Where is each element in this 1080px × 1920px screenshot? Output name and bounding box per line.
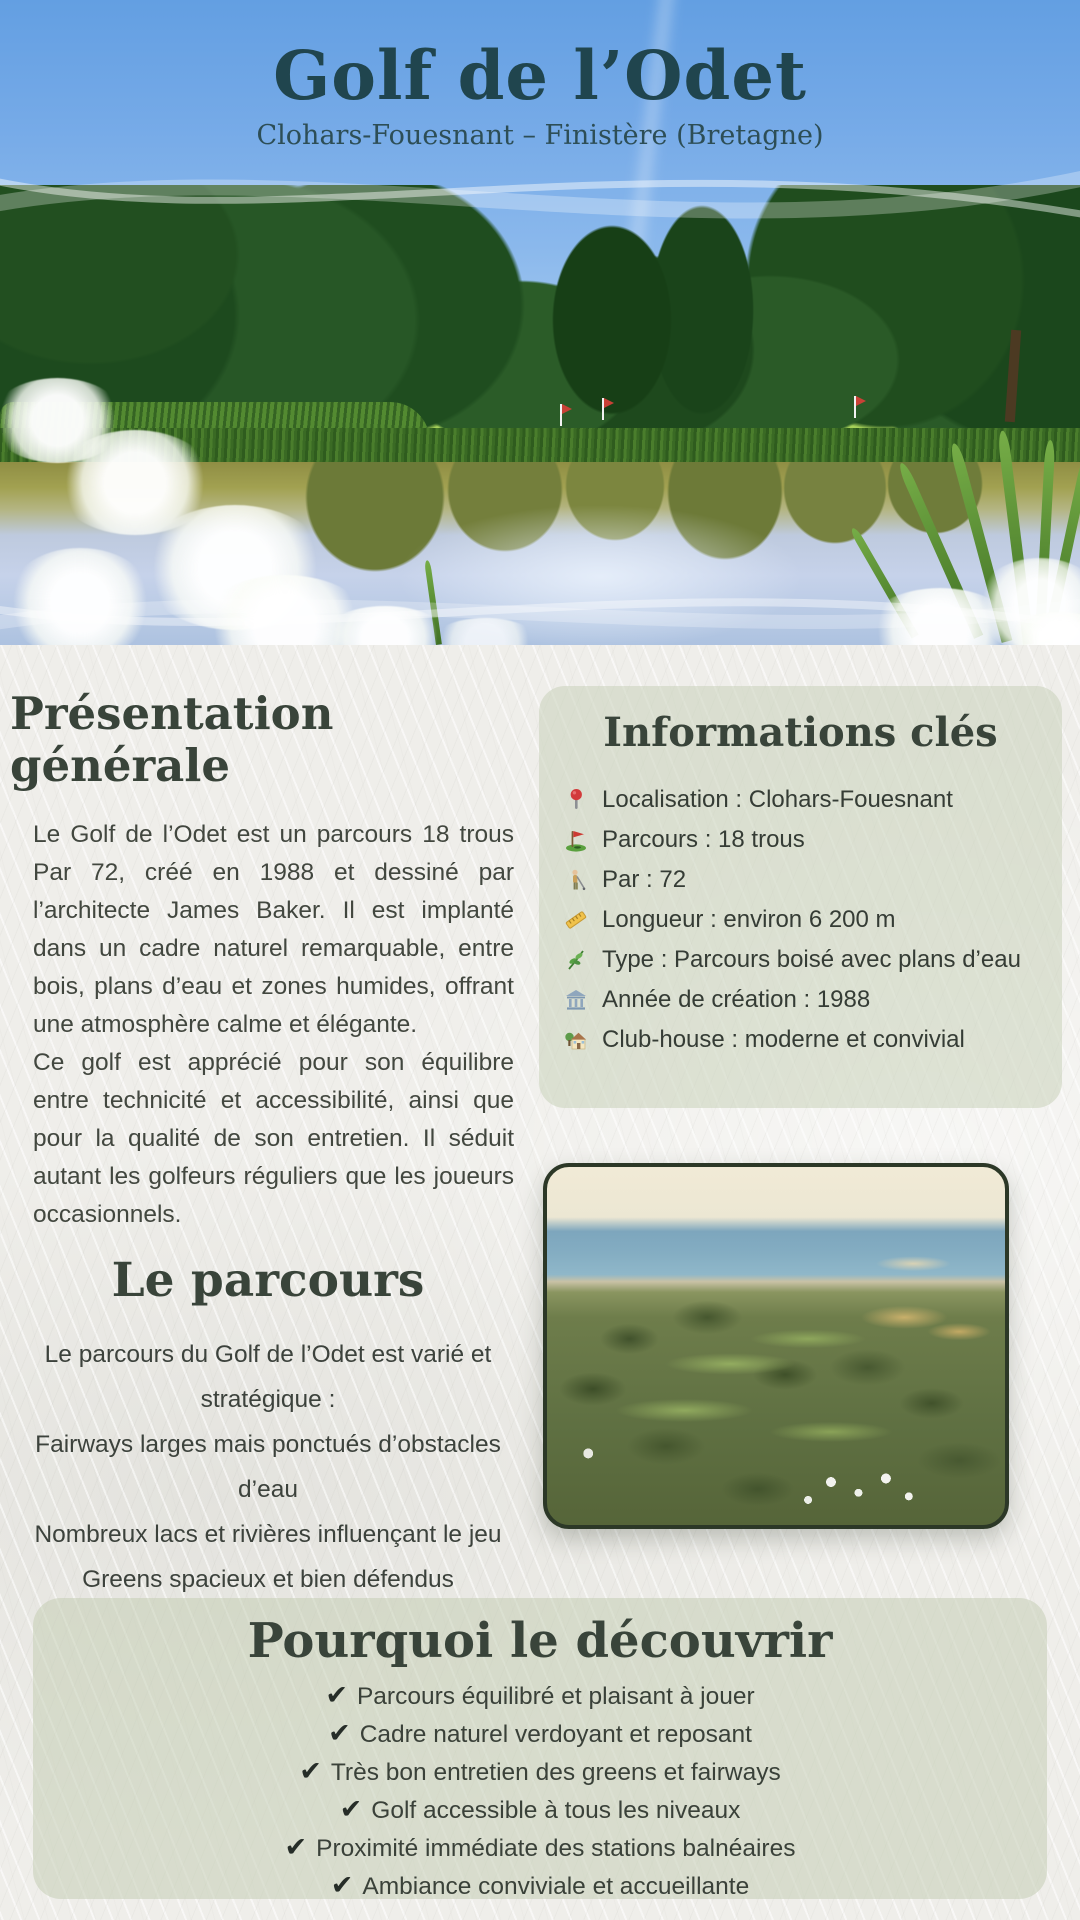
check-icon: ✔ [325,1680,348,1710]
check-icon: ✔ [339,1794,363,1824]
parcours-heading: Le parcours [111,1253,425,1308]
info-item [561,940,1052,980]
golfer-icon [561,868,591,892]
info-item [561,860,1052,900]
why-item [33,1867,1047,1905]
why-list [33,1677,1047,1905]
presentation-section [10,688,516,1234]
why-item-text: Golf accessible à tous les niveaux [371,1797,741,1824]
parcours-section [15,1254,521,1602]
presentation-paragraph: Le Golf de l’Odet est un parcours 18 trous Par 72, créé en 1988 et dessiné par l’architecte James Baker. Il est implanté dans un cadre naturel remarquable, entre bois, plans d’eau et zones humides, offrant une atmosphère calme et élégante. [33,821,514,1038]
info-item-text: Type : Parcours boisé avec plans d’eau [602,946,1021,973]
info-item-text: Année de création : 1988 [602,986,871,1013]
presentation-paragraph: Ce golf est apprécié pour son équilibre entre technicité et accessibilité, ainsi que pour la qualité de son entretien. Il séduit autant les golfeurs réguliers que les joueurs occasionnels. [33,1049,514,1228]
info-item-text: Longueur : environ 6 200 m [602,906,896,933]
why-item [33,1753,1047,1791]
why-item [33,1829,1047,1867]
ruler-icon [561,908,591,932]
pushpin-icon [561,788,591,812]
golf-flag-icon [561,828,591,852]
info-item-text: Localisation : Clohars-Fouesnant [602,786,953,813]
info-item-text: Parcours : 18 trous [602,826,805,853]
info-list [539,780,1062,1060]
info-item [561,900,1052,940]
parcours-lines [15,1332,521,1602]
parcours-line: Nombreux lacs et rivières influençant le jeu [34,1521,502,1548]
why-item-text: Proximité immédiate des stations balnéaires [316,1835,796,1862]
check-icon: ✔ [299,1756,322,1786]
herb-icon [561,948,591,972]
presentation-text [10,816,516,1234]
why-item-text: Très bon entretien des greens et fairways [330,1759,781,1786]
parcours-line: Greens spacieux et bien défendus [82,1566,454,1593]
why-item [33,1791,1047,1829]
info-item [561,980,1052,1020]
why-item-text: Ambiance conviviale et accueillante [362,1873,750,1900]
check-icon: ✔ [284,1832,308,1862]
house-garden-icon [561,1028,591,1052]
why-panel [33,1598,1047,1899]
info-heading: Informations clés [603,709,998,756]
presentation-heading: Présentation générale [10,687,334,792]
page-subtitle: Clohars-Fouesnant – Finistère (Bretagne) [256,120,824,151]
why-item [33,1677,1047,1715]
check-icon: ✔ [328,1718,351,1748]
check-icon: ✔ [330,1870,354,1900]
parcours-line: Le parcours du Golf de l’Odet est varié et stratégique : [44,1341,492,1413]
info-item [561,820,1052,860]
why-item-text: Cadre naturel verdoyant et reposant [359,1721,752,1748]
info-item [561,1020,1052,1060]
hero-image [0,0,1080,645]
aerial-image [543,1163,1009,1529]
info-item-text: Par : 72 [602,866,687,893]
why-item [33,1715,1047,1753]
page-title: Golf de l’Odet [273,36,807,115]
why-item-text: Parcours équilibré et plaisant à jouer [356,1683,755,1710]
info-item-text: Club-house : moderne et convivial [602,1026,965,1053]
parcours-line: Fairways larges mais ponctués d’obstacles d’eau [35,1431,501,1503]
classical-building-icon [561,988,591,1012]
header [0,36,1080,151]
info-item [561,780,1052,820]
why-heading: Pourquoi le découvrir [247,1613,833,1669]
info-panel [539,686,1062,1108]
